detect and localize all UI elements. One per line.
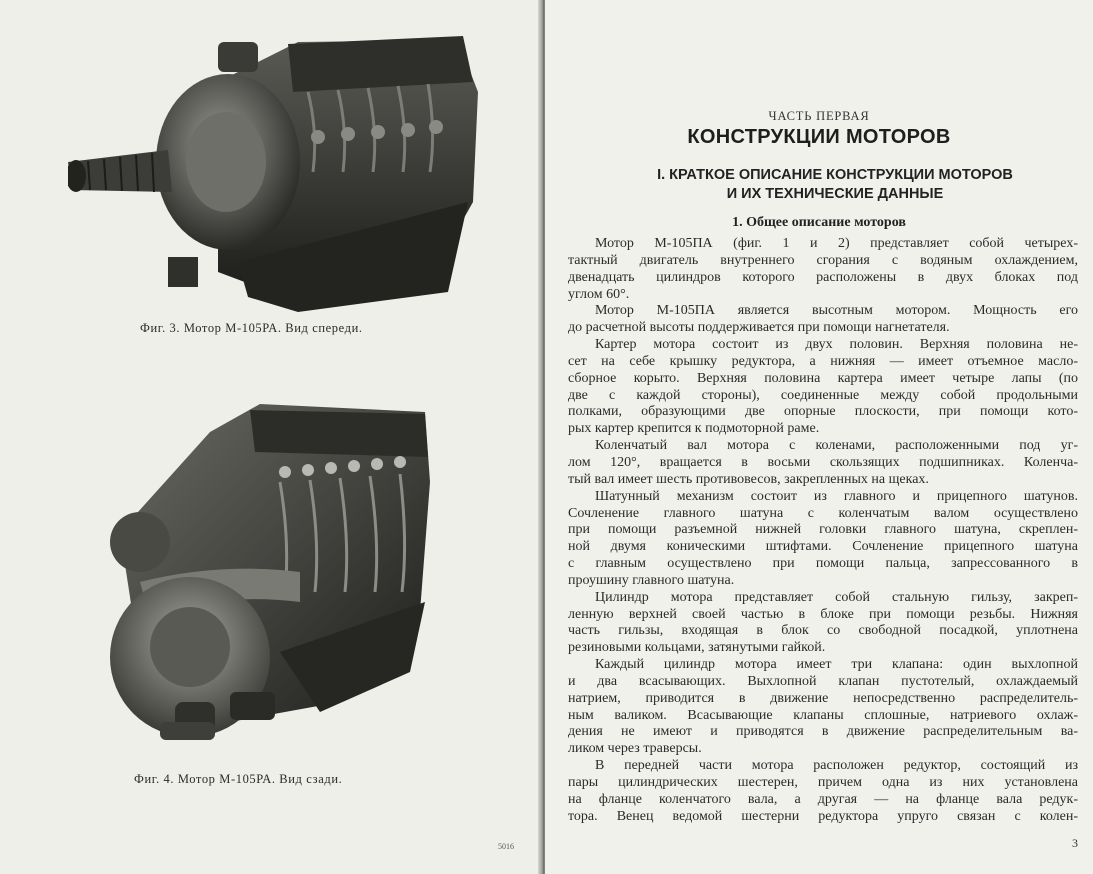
text-line: сет на себе крышку редуктора, а нижняя — имеет отъемное масло- — [568, 353, 1078, 369]
text-line: тактный двигатель внутреннего сгорания с водяным охлаждением, — [568, 252, 1078, 268]
body-text — [568, 236, 1078, 826]
text-line: пары цилиндрических шестерен, причем одна из них установлена — [568, 775, 1078, 790]
text-line: Сочленение главного шатуна с коленчатым валом осуществлено — [568, 505, 1078, 521]
text-line: и два всасывающих. Выхлопной клапан пустотелый, охлаждаемый — [568, 673, 1078, 689]
text-line: дения не имеют и приводятся в движение распределительным ва- — [568, 724, 1078, 740]
text-line: при помощи разъемной нижней головки главного шатуна, скреплен- — [568, 522, 1078, 538]
text-line: Мотор М-105ПА (фиг. 1 и 2) представляет собой четырех- — [595, 236, 1078, 251]
text-line: тый вал имеет шесть противовесов, закрепленных на щеках. — [568, 471, 929, 487]
text-line: В передней части мотора расположен редуктор, состоящий из — [595, 758, 1078, 774]
figure-4-caption: Фиг. 4. Мотор М-105РА. Вид сзади. — [134, 772, 343, 786]
left-page — [0, 0, 541, 874]
text-line: Шатунный механизм состоит из главного и прицепного шатунов. — [595, 488, 1078, 504]
text-line: резиновыми кольцами, затянутыми гайкой. — [568, 640, 826, 656]
text-line: Каждый цилиндр мотора имеет три клапана: один выхлопной — [595, 657, 1078, 673]
chapter-title-line-2: И ИХ ТЕХНИЧЕСКИЕ ДАННЫЕ — [726, 186, 944, 202]
page-number: 3 — [1072, 836, 1078, 850]
text-line: сборное корыто. Верхняя половина картера имеет четыре лапы (по — [568, 370, 1078, 386]
text-line: ленную верхней своей частью в блоке при помощи резьбы. Нижняя — [568, 606, 1078, 622]
text-line: лом 120°, вращается в восьми скользящих подшипниках. Коленча- — [568, 454, 1078, 470]
text-line: ликом через траверсы. — [568, 741, 702, 757]
text-line: Цилиндр мотора представляет собой стальную гильзу, закреп- — [595, 589, 1078, 605]
text-line: две с каждой стороны), соединенные между собой продольными — [568, 387, 1078, 403]
part-label: ЧАСТЬ ПЕРВАЯ — [768, 109, 870, 123]
text-line: на фланце коленчатого вала, а другая — на фланце вала редук- — [568, 791, 1078, 807]
figure-3-engine-front-view — [68, 22, 493, 317]
section-title: КОНСТРУКЦИИ МОТОРОВ — [687, 126, 951, 148]
text-line: до расчетной высоты поддерживается при помощи нагнетателя. — [568, 320, 950, 336]
text-line: проушину главного шатуна. — [568, 572, 735, 588]
figure-3-caption: Фиг. 3. Мотор М-105РА. Вид спереди. — [140, 321, 363, 335]
text-line: натрием, приводится в движение непосредственно распределитель- — [568, 690, 1078, 706]
subsection-title: 1. Общее описание моторов — [732, 215, 906, 230]
text-line: рых картер крепится к подмоторной раме. — [568, 421, 820, 437]
text-line: полками, образующими две опорные плоскости, при помощи кото- — [568, 404, 1078, 420]
printer-mark: 5016 — [498, 842, 514, 851]
text-line: двенадцать цилиндров которого расположены в двух блоках под — [568, 269, 1078, 285]
text-line: часть гильзы, входящая в блок со свободной посадкой, уплотнена — [568, 623, 1078, 639]
text-line: Коленчатый вал мотора с коленами, расположенными под уг- — [595, 438, 1078, 454]
text-line: Мотор М-105ПА является высотным мотором. Мощность его — [595, 303, 1078, 319]
chapter-title-line-1: I. КРАТКОЕ ОПИСАНИЕ КОНСТРУКЦИИ МОТОРОВ — [657, 167, 1013, 183]
figure-4-engine-rear-view — [80, 402, 445, 764]
text-line: углом 60°. — [568, 286, 630, 302]
text-line: ным валиком. Всасывающие клапаны сплошные, натриевого охлаж- — [568, 707, 1078, 723]
chapter-title — [605, 166, 1065, 204]
text-line: ной двумя коническими штифтами. Сочленение прицепного шатуна — [568, 539, 1078, 555]
engine-front-photo — [68, 22, 493, 317]
text-line: с главным осуществлено при помощи пальца, запрессованного в — [568, 556, 1078, 572]
engine-rear-photo — [80, 402, 445, 764]
right-page — [545, 0, 1093, 874]
text-line: Картер мотора состоит из двух половин. Верхняя половина не- — [595, 337, 1078, 353]
text-line: тора. Венец ведомой шестерни редуктора упруго связан с колен- — [568, 808, 1078, 824]
